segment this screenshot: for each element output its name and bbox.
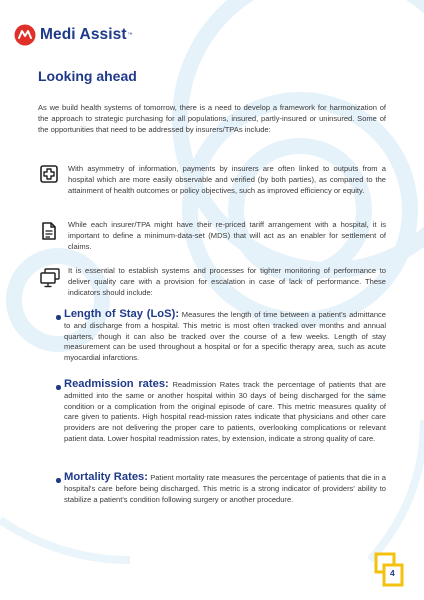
page-number: 4 (390, 568, 395, 578)
point-paragraph: With asymmetry of information, payments by insurers are often linked to outputs from a hospital which are more easily observable and verified (by both parties), as compared to the attainment of health outcomes or policy objectives, such as improved efficiency or equity. (68, 164, 386, 195)
indicator-text: Readmission Rates track the percentage of patients that are admitted into the same or another hospital within 30 days of being discharged for the same condition or a complication from the original episode of care. This metric measures quality of care given to patients. High hospital read-mission rates indicate that physicians and other care providers are not delivering the proper care to patients, overlooking complications or relevant patient data. Lower hospital readmission rates, by extension, indicate a strong quality of care. (64, 380, 386, 443)
indicator-paragraph (64, 472, 386, 505)
brand-logo (14, 24, 133, 46)
indicator-title: Mortality Rates: (64, 471, 149, 483)
medi-assist-logo-icon (14, 24, 36, 46)
indicator-mortality-rates (64, 472, 386, 505)
indicator-paragraph (64, 309, 386, 364)
point-paragraph: It is essential to establish systems and processes for tighter monitoring of performance to deliver quality care with a provision for escalation in case of lack of performance. These indicators should include: (68, 266, 386, 297)
brand-name: Medi Assist (40, 26, 127, 43)
indicator-title: Readmission rates: (64, 378, 169, 390)
page-title: Looking ahead (38, 68, 137, 84)
indicator-length-of-stay (64, 309, 386, 364)
bullet-dot (56, 315, 61, 320)
trademark-mark: ™ (127, 32, 133, 38)
medical-cross-icon (40, 165, 58, 183)
point-paragraph: While each insurer/TPA might have their re-priced tariff arrangement with a hospital, it is important to define a minimum-data-set (MDS) that will act as an enabler for settlement of claims. (68, 220, 386, 251)
indicator-text: Measures the length of time between a patient's admittance to and discharge from a hospital. This metric is most often tracked over months and annual quarters, though it can also be tracked over the course of a few weeks. Length of stay measurement can be used throughout a hospital or for a specific therapy area, such as acute myocardial infarctions. (64, 310, 386, 363)
monitor-icon (40, 268, 60, 288)
indicator-title: Length of Stay (LoS): (64, 308, 180, 320)
intro-paragraph: As we build health systems of tomorrow, there is a need to develop a framework for harmonization of the approach to strategic purchasing for all populations, insured, partly-insured or uninsured. Some of the opportunities that need to be addressed by insurers/TPAs include: (38, 103, 386, 134)
bullet-dot (56, 385, 61, 390)
indicator-paragraph (64, 379, 386, 445)
page-number-frame-icon (374, 552, 404, 588)
indicator-text: Patient mortality rate measures the percentage of patients that die in a hospital's care before being discharged. This metric is a strong indicator of providers' ability to stabilize a patient's condition following surgery or another procedure. (64, 473, 386, 504)
document-icon (40, 222, 58, 240)
indicator-readmission-rates (64, 379, 386, 445)
bullet-dot (56, 478, 61, 483)
